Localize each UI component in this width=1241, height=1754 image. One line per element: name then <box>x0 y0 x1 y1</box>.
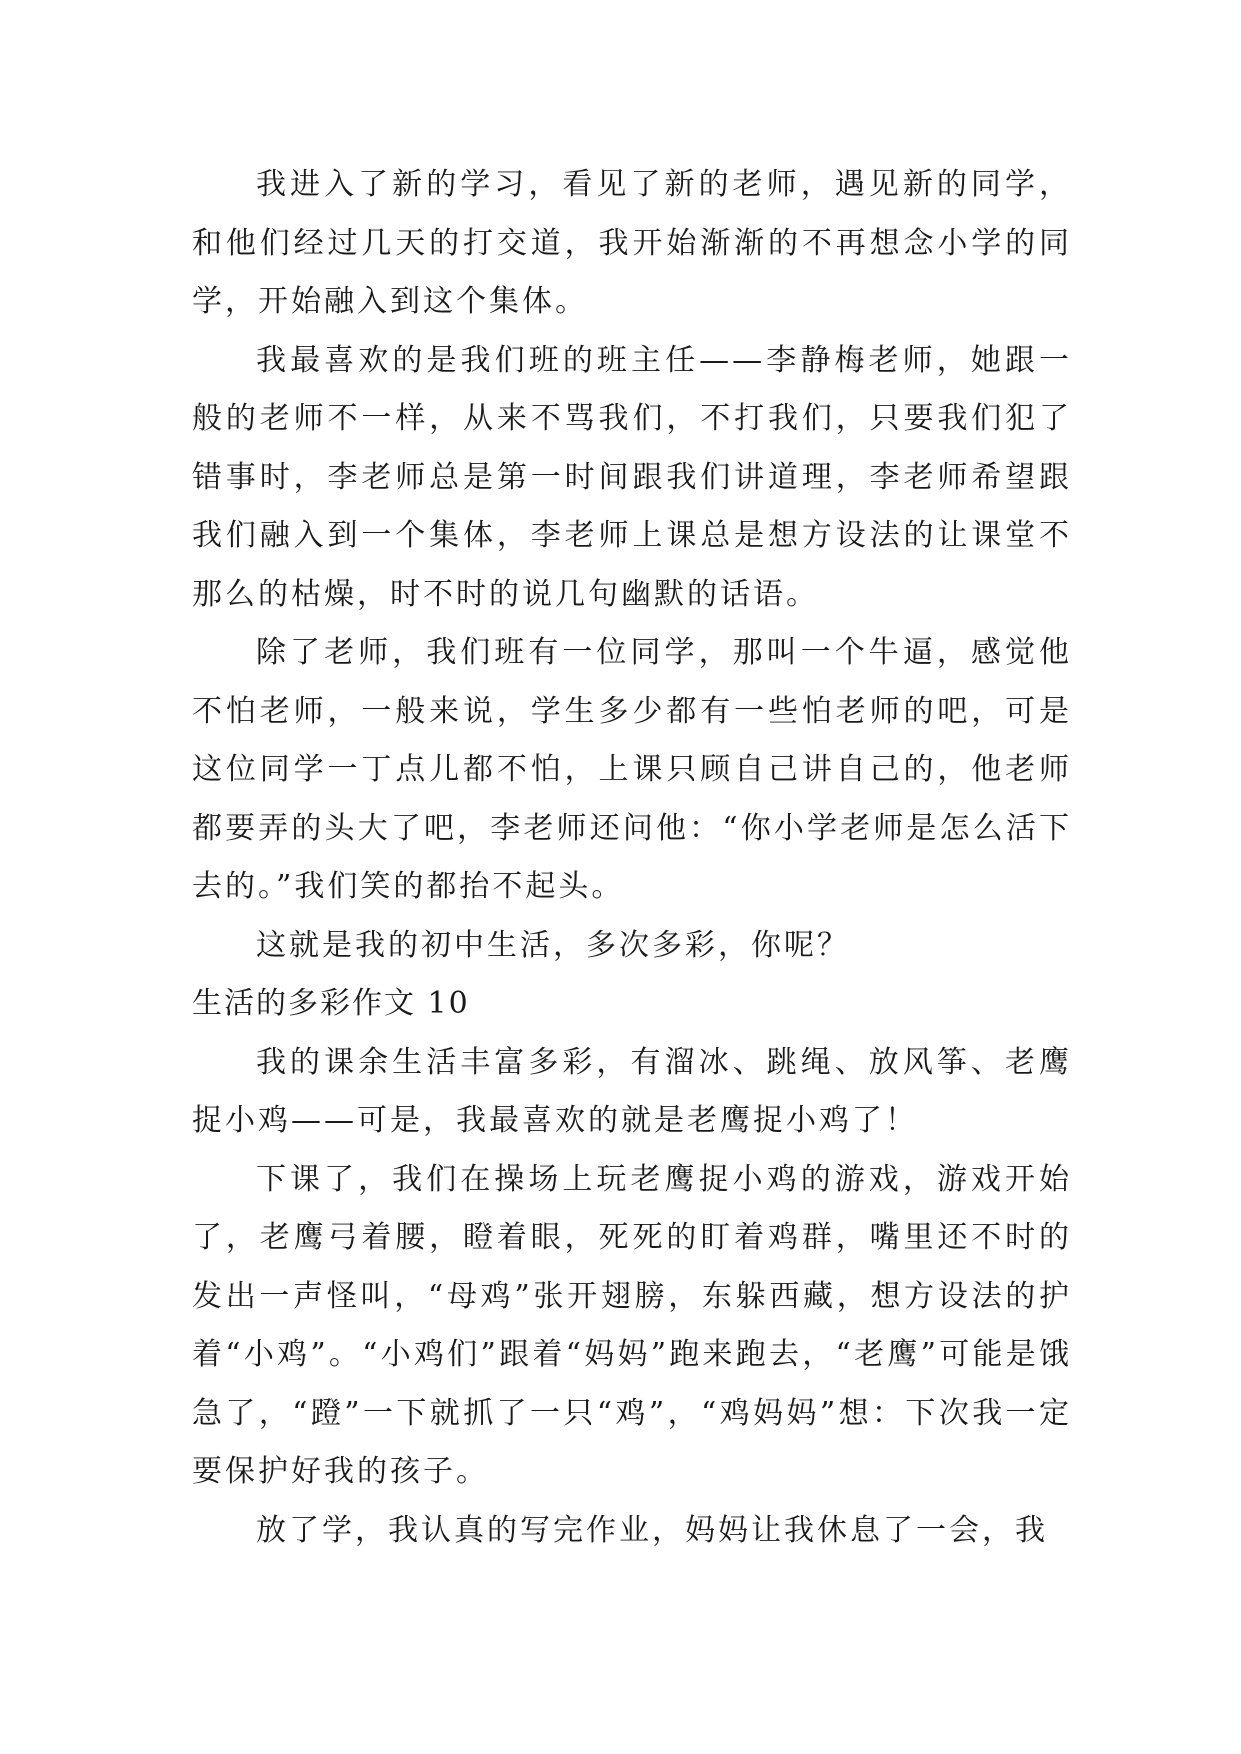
paragraph: 放了学，我认真的写完作业，妈妈让我休息了一会，我 <box>256 1512 1048 1548</box>
paragraph: 我进入了新的学习，看见了新的老师，遇见新的同学，和他们经过几天的打交道，我开始渐渐的不再想念小学的同学，开始融入到这个集体。 <box>192 167 1072 319</box>
section-heading: 生活的多彩作文 10 <box>192 986 470 1021</box>
paragraph: 下课了，我们在操场上玩老鹰捉小鸡的游戏，游戏开始了，老鹰弓着腰，瞪着眼，死死的盯着鸡群，嘴里还不时的发出一声怪叫，“母鸡”张开翅膀，东躲西藏，想方设法的护着“小鸡”。“小鸡们”跟着“妈妈”跑来跑去，“老鹰”可能是饿急了，“蹬”一下就抓了一只“鸡”，“鸡妈妈”想：下次我一定要保护好我的孩子。 <box>192 1161 1072 1489</box>
paragraph: 我最喜欢的是我们班的班主任——李静梅老师，她跟一般的老师不一样，从来不骂我们，不打我们，只要我们犯了错事时，李老师总是第一时间跟我们讲道理，李老师希望跟我们融入到一个集体，李老师上课总是想方设法的让课堂不那么的枯燥，时不时的说几句幽默的话语。 <box>192 342 1072 612</box>
document-body <box>192 156 1072 1560</box>
paragraph: 我的课余生活丰富多彩，有溜冰、跳绳、放风筝、老鹰捉小鸡——可是，我最喜欢的就是老鹰捉小鸡了！ <box>192 1044 1072 1138</box>
paragraph: 除了老师，我们班有一位同学，那叫一个牛逼，感觉他不怕老师，一般来说，学生多少都有一些怕老师的吧，可是这位同学一丁点儿都不怕，上课只顾自己讲自己的，他老师都要弄的头大了吧，李老师还问他：“你小学老师是怎么活下去的。”我们笑的都抬不起头。 <box>192 635 1072 904</box>
paragraph: 这就是我的初中生活，多次多彩，你呢？ <box>256 927 850 963</box>
